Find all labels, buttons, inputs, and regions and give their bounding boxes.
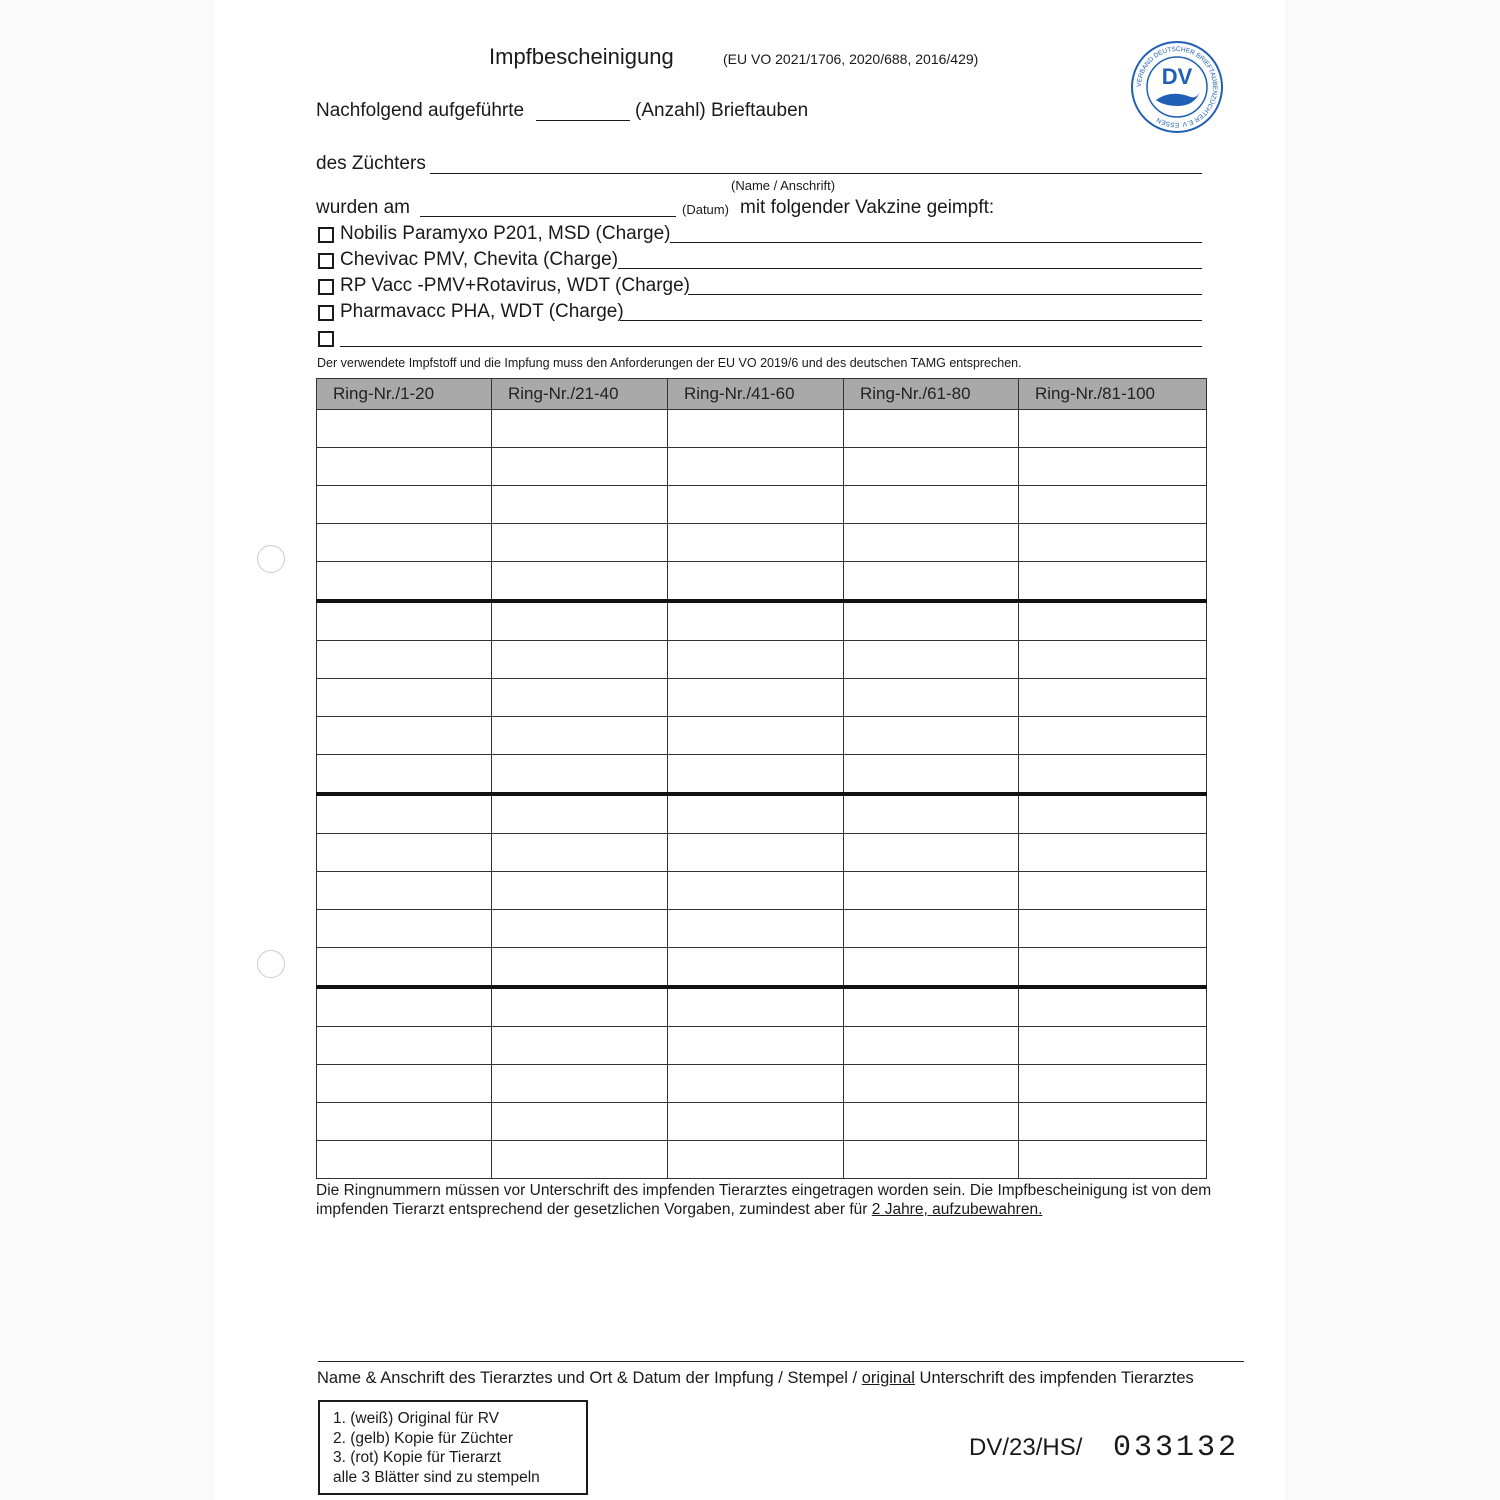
ring-number-cell[interactable] (1019, 1141, 1207, 1179)
ring-number-cell[interactable] (668, 910, 844, 948)
logo-initials: DV (1161, 64, 1193, 89)
ring-number-cell[interactable] (1019, 1065, 1207, 1103)
table-row (317, 679, 1207, 717)
ring-number-cell[interactable] (1019, 486, 1207, 524)
regulations-reference: (EU VO 2021/1706, 2020/688, 2016/429) (723, 51, 979, 67)
punch-hole (257, 545, 285, 573)
vaccine-checkbox[interactable] (318, 279, 334, 295)
ring-number-cell[interactable] (1019, 410, 1207, 448)
ring-number-cell[interactable] (668, 1141, 844, 1179)
ring-number-cell[interactable] (317, 872, 492, 910)
ring-number-cell[interactable] (317, 987, 492, 1027)
table-row (317, 448, 1207, 486)
anzahl-field[interactable] (536, 120, 630, 121)
serial-number: 033132 (1113, 1431, 1240, 1465)
ring-number-cell[interactable] (668, 872, 844, 910)
dv-verband-logo-icon (1130, 40, 1224, 134)
table-row (317, 755, 1207, 795)
signature-caption-original: original (861, 1369, 915, 1387)
ring-number-cell[interactable] (668, 717, 844, 755)
copy-line: alle 3 Blätter sind zu stempeln (333, 1468, 540, 1486)
datum-field[interactable] (420, 216, 676, 217)
ring-number-cell[interactable] (1019, 834, 1207, 872)
ring-number-cell[interactable] (317, 1027, 492, 1065)
vaccine-label: Pharmavacc PHA, WDT (Charge) (340, 301, 624, 322)
ring-number-cell[interactable] (844, 948, 1019, 988)
ring-number-cell[interactable] (844, 717, 1019, 755)
ring-number-cell[interactable] (668, 679, 844, 717)
column-header: Ring-Nr./81-100 (1019, 379, 1207, 410)
ring-number-cell[interactable] (668, 987, 844, 1027)
ring-number-cell[interactable] (492, 910, 668, 948)
charge-field[interactable] (618, 268, 1202, 269)
ring-number-cell[interactable] (668, 1065, 844, 1103)
ring-number-cell[interactable] (492, 679, 668, 717)
ring-number-cell[interactable] (1019, 448, 1207, 486)
ring-number-cell[interactable] (1019, 601, 1207, 641)
ring-number-cell[interactable] (844, 910, 1019, 948)
ring-number-cell[interactable] (1019, 1103, 1207, 1141)
vaccine-checkbox-other[interactable] (318, 331, 334, 347)
copies-distribution-box (318, 1400, 588, 1495)
charge-field[interactable] (620, 320, 1202, 321)
ring-number-cell[interactable] (492, 794, 668, 834)
ring-number-cell[interactable] (668, 486, 844, 524)
ring-number-cell[interactable] (492, 1141, 668, 1179)
signature-caption-after: Unterschrift des impfenden Tierarztes (919, 1369, 1194, 1387)
ring-number-cell[interactable] (492, 755, 668, 795)
logo-ring-text: VERBAND DEUTSCHER BRIEFTAUBENZÜCHTER E.V. ESSEN (1135, 45, 1219, 129)
other-vaccine-field[interactable] (340, 346, 1202, 347)
ring-number-cell[interactable] (844, 1027, 1019, 1065)
ring-number-cell[interactable] (317, 601, 492, 641)
column-header: Ring-Nr./1-20 (317, 379, 492, 410)
ring-number-cell[interactable] (317, 486, 492, 524)
ring-number-cell[interactable] (317, 410, 492, 448)
ring-number-cell[interactable] (844, 562, 1019, 602)
table-row (317, 486, 1207, 524)
ring-number-cell[interactable] (844, 410, 1019, 448)
ring-number-cell[interactable] (1019, 948, 1207, 988)
ring-number-cell[interactable] (668, 601, 844, 641)
ring-number-cell[interactable] (492, 834, 668, 872)
column-header: Ring-Nr./61-80 (844, 379, 1019, 410)
ring-number-cell[interactable] (668, 410, 844, 448)
ring-number-cell[interactable] (668, 834, 844, 872)
column-header: Ring-Nr./41-60 (668, 379, 844, 410)
punch-hole (257, 950, 285, 978)
vaccine-checkbox[interactable] (318, 227, 334, 243)
ring-number-cell[interactable] (317, 948, 492, 988)
table-row (317, 794, 1207, 834)
vaccine-label: RP Vacc -PMV+Rotavirus, WDT (Charge) (340, 275, 691, 296)
ring-number-cell[interactable] (844, 1141, 1019, 1179)
datum-prefix: wurden am (316, 197, 410, 218)
copy-line: 2. (gelb) Kopie für Züchter (333, 1429, 514, 1447)
ring-number-cell[interactable] (317, 1141, 492, 1179)
retention-note (316, 1181, 1216, 1219)
table-row (317, 910, 1207, 948)
ring-number-cell[interactable] (1019, 794, 1207, 834)
ring-number-cell[interactable] (492, 1103, 668, 1141)
copy-line: 1. (weiß) Original für RV (333, 1410, 499, 1427)
ring-number-cell[interactable] (492, 410, 668, 448)
vaccine-checkbox[interactable] (318, 305, 334, 321)
ring-number-cell[interactable] (317, 834, 492, 872)
ring-number-cell[interactable] (844, 486, 1019, 524)
ring-number-cell[interactable] (844, 794, 1019, 834)
table-row (317, 834, 1207, 872)
zuechter-label: des Züchters (316, 153, 426, 174)
ring-number-cell[interactable] (492, 486, 668, 524)
vaccine-checkbox[interactable] (318, 253, 334, 269)
ring-number-cell[interactable] (1019, 679, 1207, 717)
ring-number-cell[interactable] (844, 448, 1019, 486)
ring-number-cell[interactable] (492, 524, 668, 562)
ring-number-cell[interactable] (492, 872, 668, 910)
ring-number-cell[interactable] (844, 834, 1019, 872)
vakzine-intro: mit folgender Vakzine geimpft: (740, 197, 995, 218)
ring-number-cell[interactable] (492, 1027, 668, 1065)
signature-caption (317, 1369, 1194, 1388)
ring-number-cell[interactable] (668, 524, 844, 562)
ring-number-cell[interactable] (844, 1103, 1019, 1141)
anzahl-suffix: (Anzahl) Brieftauben (635, 100, 809, 121)
ring-number-cell[interactable] (844, 601, 1019, 641)
ring-number-cell[interactable] (844, 679, 1019, 717)
table-row (317, 601, 1207, 641)
ring-number-cell[interactable] (317, 1103, 492, 1141)
retention-period: 2 Jahre, aufzubewahren. (871, 1201, 1043, 1218)
ring-number-cell[interactable] (844, 641, 1019, 679)
ring-number-cell[interactable] (492, 1065, 668, 1103)
page-title: Impfbescheinigung (489, 44, 674, 69)
table-row (317, 641, 1207, 679)
column-header: Ring-Nr./21-40 (492, 379, 668, 410)
ring-number-cell[interactable] (844, 872, 1019, 910)
anzahl-prefix: Nachfolgend aufgeführte (316, 100, 525, 121)
table-row (317, 1103, 1207, 1141)
table-row (317, 987, 1207, 1027)
ring-number-cell[interactable] (317, 794, 492, 834)
ring-number-cell[interactable] (668, 1103, 844, 1141)
zuechter-caption: (Name / Anschrift) (731, 178, 836, 193)
ring-number-cell[interactable] (844, 987, 1019, 1027)
signature-caption-before: Name & Anschrift des Tierarztes und Ort & Datum der Impfung / Stempel / (317, 1369, 858, 1387)
ring-number-cell[interactable] (1019, 1027, 1207, 1065)
datum-label: (Datum) (682, 202, 729, 217)
ring-number-cell[interactable] (844, 755, 1019, 795)
ring-number-cell[interactable] (317, 679, 492, 717)
table-header-row (317, 379, 1207, 410)
ring-number-cell[interactable] (317, 641, 492, 679)
ring-number-cell[interactable] (668, 755, 844, 795)
signature-line[interactable] (318, 1361, 1244, 1362)
ring-number-cell[interactable] (317, 562, 492, 602)
charge-field[interactable] (670, 242, 1202, 243)
ring-number-cell[interactable] (317, 755, 492, 795)
table-row (317, 717, 1207, 755)
ring-number-cell[interactable] (668, 948, 844, 988)
ring-number-cell[interactable] (668, 1027, 844, 1065)
charge-field[interactable] (688, 294, 1202, 295)
vaccine-label: Chevivac PMV, Chevita (Charge) (340, 249, 619, 270)
serial-prefix: DV/23/HS/ (969, 1434, 1083, 1461)
ring-number-cell[interactable] (1019, 910, 1207, 948)
ring-number-cell[interactable] (492, 448, 668, 486)
ring-number-cell[interactable] (317, 448, 492, 486)
ring-number-cell[interactable] (317, 910, 492, 948)
ring-number-cell[interactable] (1019, 524, 1207, 562)
ring-number-cell[interactable] (1019, 717, 1207, 755)
vaccine-label: Nobilis Paramyxo P201, MSD (Charge) (340, 223, 671, 244)
retention-note-text: Die Ringnummern müssen vor Unterschrift des impfenden Tierarztes eingetragen worden sein. Die Impfbescheinigung ist von dem impfenden Tierarzt entsprechend der gesetzlichen Vorgaben, zumindest aber für (316, 1182, 1212, 1218)
ring-table-body (317, 410, 1207, 1179)
requirements-notice: Der verwendete Impfstoff und die Impfung muss den Anforderungen der EU VO 2019/6 und des deutschen TAMG entsprechen. (317, 356, 1022, 370)
ring-number-cell[interactable] (1019, 987, 1207, 1027)
copy-line: 3. (rot) Kopie für Tierarzt (333, 1449, 501, 1466)
ring-number-cell[interactable] (492, 641, 668, 679)
ring-number-cell[interactable] (1019, 641, 1207, 679)
ring-number-cell[interactable] (1019, 872, 1207, 910)
ring-number-cell[interactable] (1019, 755, 1207, 795)
ring-number-cell[interactable] (844, 524, 1019, 562)
ring-number-cell[interactable] (844, 1065, 1019, 1103)
table-row (317, 1065, 1207, 1103)
table-row (317, 872, 1207, 910)
ring-number-cell[interactable] (668, 562, 844, 602)
ring-number-cell[interactable] (492, 987, 668, 1027)
zuechter-field[interactable] (430, 173, 1202, 174)
table-row (317, 410, 1207, 448)
ring-number-cell[interactable] (668, 641, 844, 679)
table-row (317, 562, 1207, 602)
ring-number-cell[interactable] (492, 562, 668, 602)
ring-number-cell[interactable] (317, 717, 492, 755)
ring-number-cell[interactable] (1019, 562, 1207, 602)
table-row (317, 1027, 1207, 1065)
ring-number-cell[interactable] (492, 601, 668, 641)
table-row (317, 1141, 1207, 1179)
ring-number-table (316, 378, 1207, 1179)
table-row (317, 948, 1207, 988)
ring-number-cell[interactable] (492, 717, 668, 755)
ring-number-cell[interactable] (492, 948, 668, 988)
table-row (317, 524, 1207, 562)
ring-number-cell[interactable] (317, 1065, 492, 1103)
ring-number-cell[interactable] (668, 794, 844, 834)
ring-number-cell[interactable] (668, 448, 844, 486)
ring-number-cell[interactable] (317, 524, 492, 562)
